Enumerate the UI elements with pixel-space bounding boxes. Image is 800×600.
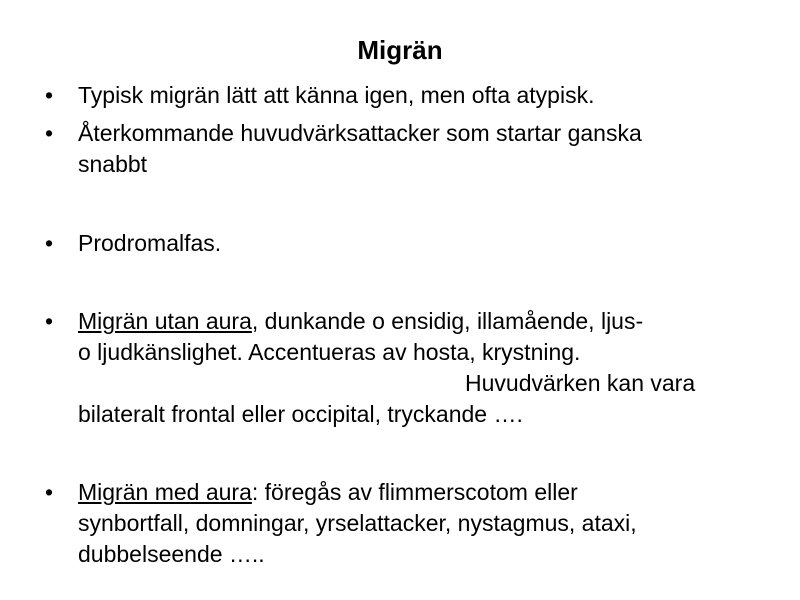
bullet-text-line-1: Återkommande huvudvärksattacker som startar ganska xyxy=(78,120,642,146)
bullet-text-line-2: o ljudkänslighet. Accentueras av hosta, krystning. xyxy=(78,339,581,365)
bullet-text-line-4: bilateralt frontal eller occipital, tryckande …. xyxy=(78,401,523,427)
bullet-text-line-2: snabbt xyxy=(78,151,148,177)
bullet-text: Typisk migrän lätt att känna igen, men ofta atypisk. xyxy=(78,82,595,108)
bullet-text-line-1: : föregås av flimmerscotom eller xyxy=(251,479,578,505)
bullet-text-line-3: dubbelseende ….. xyxy=(78,541,265,567)
term-migran-med-aura: Migrän med aura xyxy=(78,479,252,505)
term-migran-utan-aura: Migrän utan aura xyxy=(78,308,252,334)
bullet-item-typisk-migran xyxy=(45,80,738,111)
bullet-text: Prodromalfas. xyxy=(78,230,222,256)
bullet-icon: • xyxy=(45,308,54,334)
bullet-item-prodromalfas xyxy=(45,228,738,259)
bullet-text-line-1: , dunkande o ensidig, illamående, ljus- xyxy=(251,308,644,334)
bullet-icon: • xyxy=(45,479,54,505)
bullet-icon: • xyxy=(45,230,54,256)
slide-title: Migrän xyxy=(357,35,443,65)
bullet-item-migran-utan-aura xyxy=(45,306,738,430)
bullet-item-aterkommande xyxy=(45,118,738,180)
bullet-item-migran-med-aura xyxy=(45,477,738,570)
bullet-icon: • xyxy=(45,120,54,146)
bullet-icon: • xyxy=(45,82,54,108)
bullet-text-line-3: Huvudvärken kan vara xyxy=(465,370,696,396)
bullet-text-line-2: synbortfall, domningar, yrselattacker, nystagmus, ataxi, xyxy=(78,510,637,536)
